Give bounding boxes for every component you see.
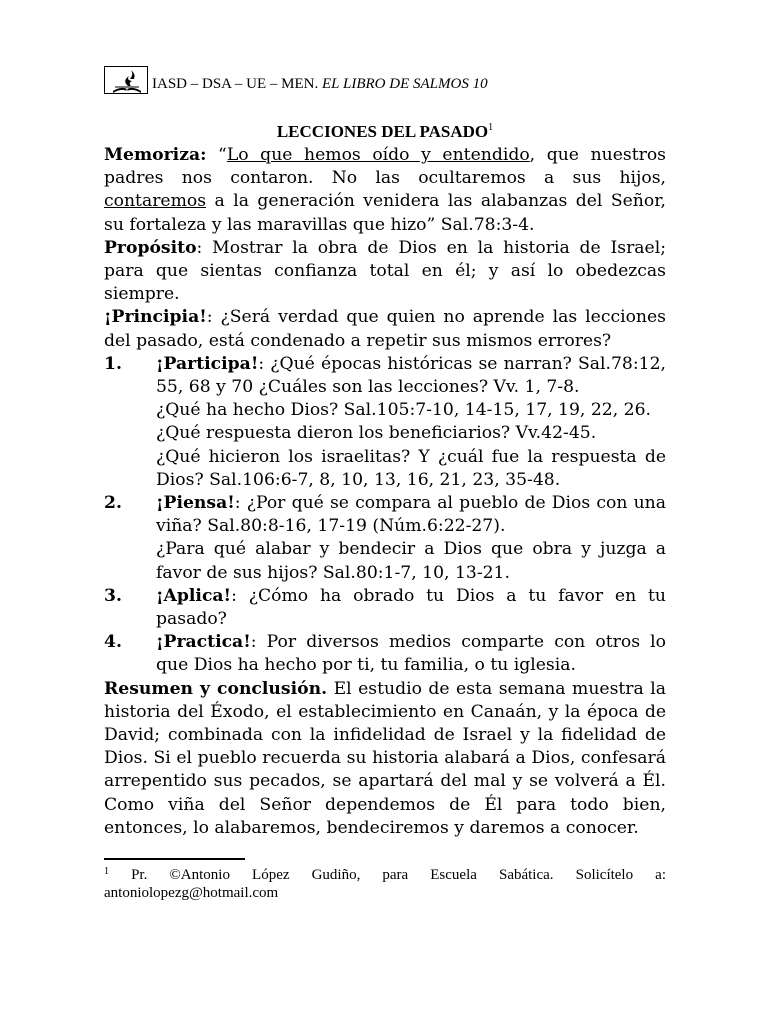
list-item-line: ¿Para qué alabar y bendecir a Dios que obra y juzga a favor de sus hijos? Sal.80:1-7, 10, 13-21.: [156, 539, 666, 583]
list-item-line: ¿Qué respuesta dieron los beneficiarios? Vv.42-45.: [156, 423, 597, 444]
list-item-text: : ¿Qué épocas históricas se narran? Sal.78:12, 55, 68 y 70 ¿Cuáles son las lecciones? Vv. 1, 7-8.: [156, 353, 666, 398]
header-text: [152, 76, 488, 94]
footnote-reference: 1: [488, 122, 494, 133]
list-item-label: ¡Participa!: [156, 353, 259, 374]
memoriza-text-1: , que nuestros padres nos contaron. No las ocultaremos a sus hijos,: [104, 145, 666, 189]
list-item-number: 1.: [104, 353, 122, 374]
resumen-text: El estudio de esta semana muestra la historia del Éxodo, el establecimiento en Canaán, y la época de David; combinada con la infidelidad de Israel y la fidelidad de Dios. Si el pueblo recuerda su historia alabará a Dios, confesará arrepentido sus pecados, se apartará del mal y se volverá a Él. Como viña del Señor dependemos de Él para todo bien, entonces, lo alabaremos, bendeciremos y daremos a conocer.: [104, 678, 666, 838]
list-item-body: [156, 631, 666, 677]
page-header: [104, 62, 684, 94]
list-item-line: [156, 585, 666, 631]
footnote-number: 1: [104, 866, 109, 877]
list-item-label: ¡Piensa!: [156, 493, 235, 514]
lesson-body: [104, 120, 666, 840]
list-item-number: 4.: [104, 632, 122, 653]
proposito-label: Propósito: [104, 237, 197, 258]
principia-label: ¡Principia!: [104, 307, 207, 328]
church-flame-book-logo-icon: [104, 66, 148, 94]
memoriza-label: Memoriza:: [104, 145, 207, 165]
list-item-body: [156, 585, 666, 631]
list-item-line: [156, 353, 666, 399]
principia-text: : ¿Será verdad que quien no aprende las lecciones del pasado, está condenado a repetir sus mismos errores?: [104, 307, 666, 351]
list-item: [104, 353, 666, 492]
header-organization: IASD – DSA – UE – MEN.: [152, 76, 319, 92]
memoriza-paragraph: [104, 144, 666, 237]
memoriza-text-2: a la generación venidera las alabanzas del Señor, su fortaleza y las maravillas que hizo” Sal.78:3-4.: [104, 191, 666, 235]
header-book-title: EL LIBRO DE SALMOS 10: [322, 76, 488, 92]
lesson-title: [104, 120, 666, 144]
list-item-text: : Por diversos medios comparte con otros lo que Dios ha hecho por ti, tu familia, o tu iglesia.: [156, 632, 666, 676]
proposito-text: : Mostrar la obra de Dios en la historia de Israel; para que sientas confianza total en él; y así lo obedezcas siempre.: [104, 237, 666, 305]
list-item-line: ¿Qué ha hecho Dios? Sal.105:7-10, 14-15, 17, 19, 22, 26.: [156, 400, 651, 421]
list-item-label: ¡Aplica!: [156, 585, 232, 606]
list-item: [104, 631, 666, 677]
lesson-title-text: LECCIONES DEL PASADO: [276, 122, 489, 141]
memoriza-underlined-1: Lo que hemos oído y entendido: [226, 145, 530, 165]
list-item-text: : ¿Cómo ha obrado tu Dios a tu favor en tu pasado?: [156, 585, 666, 630]
list-item-line: [156, 492, 666, 538]
resumen-paragraph: [104, 678, 666, 840]
memoriza-underlined-2: contaremos: [104, 191, 207, 212]
list-item-label: ¡Practica!: [156, 632, 251, 653]
footnote-text: Pr. ©Antonio López Gudiño, para Escuela Sabática. Solicítelo a: antoniolopezg@hotmail.com: [104, 867, 666, 901]
footnote-separator: [104, 858, 245, 860]
list-item: [104, 585, 666, 631]
list-item-body: [156, 492, 666, 585]
principia-paragraph: [104, 306, 666, 352]
list-item-line: ¿Qué hicieron los israelitas? Y ¿cuál fue la respuesta de Dios? Sal.106:6-7, 8, 10, 13, 16, 21, 23, 35-48.: [156, 446, 666, 490]
list-item-number: 3.: [104, 585, 122, 606]
list-item-line: [156, 631, 666, 677]
list-item: [104, 492, 666, 585]
memoriza-quote-open: “: [206, 145, 227, 165]
footnote: [104, 866, 666, 902]
list-item-number: 2.: [104, 493, 122, 514]
list-item-body: [156, 353, 666, 492]
proposito-paragraph: [104, 237, 666, 307]
list-item-text: : ¿Por qué se compara al pueblo de Dios con una viña? Sal.80:8-16, 17-19 (Núm.6:22-27).: [156, 493, 666, 537]
resumen-label: Resumen y conclusión.: [104, 678, 328, 699]
